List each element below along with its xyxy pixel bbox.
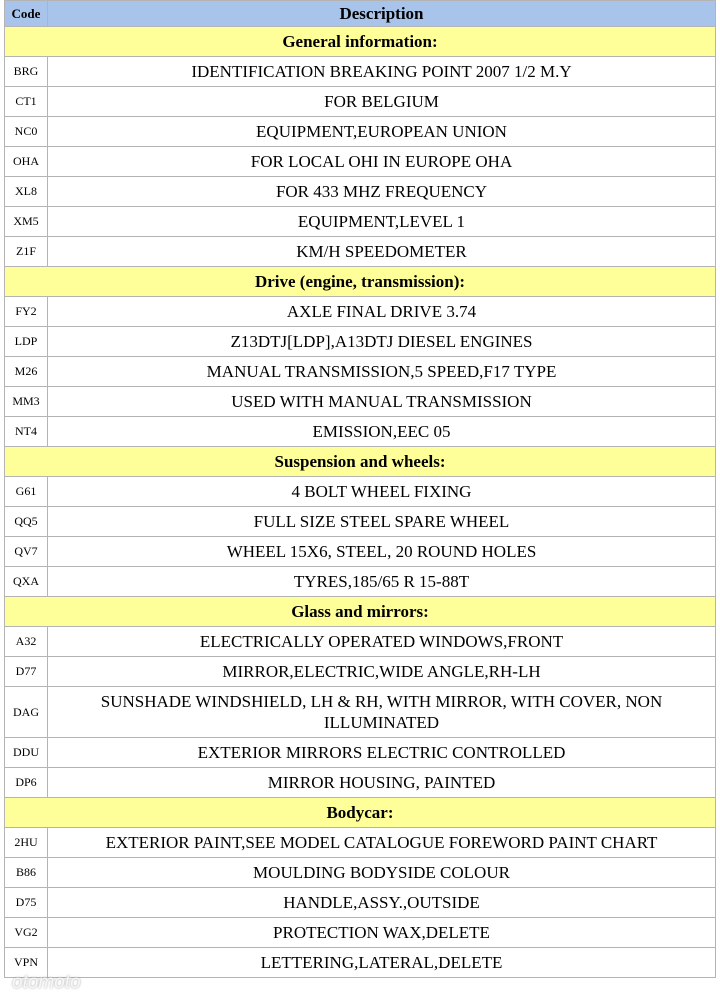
option-description: PROTECTION WAX,DELETE — [48, 918, 716, 948]
option-code: QV7 — [5, 537, 48, 567]
option-description: EXTERIOR PAINT,SEE MODEL CATALOGUE FOREWORD PAINT CHART — [48, 828, 716, 858]
table-row — [5, 177, 716, 207]
option-description: FOR BELGIUM — [48, 87, 716, 117]
option-code: XM5 — [5, 207, 48, 237]
option-code: LDP — [5, 327, 48, 357]
option-code: Z1F — [5, 237, 48, 267]
option-code: OHA — [5, 147, 48, 177]
option-code: VG2 — [5, 918, 48, 948]
section-header-glass — [5, 597, 716, 627]
table-row — [5, 657, 716, 687]
option-code: DP6 — [5, 768, 48, 798]
option-code: A32 — [5, 627, 48, 657]
section-title: Drive (engine, transmission): — [5, 267, 716, 297]
code-column-header: Code — [5, 1, 48, 27]
table-row — [5, 357, 716, 387]
watermark-logo: otomoto — [12, 972, 81, 993]
table-row — [5, 477, 716, 507]
option-description: WHEEL 15X6, STEEL, 20 ROUND HOLES — [48, 537, 716, 567]
option-code: QQ5 — [5, 507, 48, 537]
option-description: SUNSHADE WINDSHIELD, LH & RH, WITH MIRROR, WITH COVER, NON ILLUMINATED — [48, 687, 716, 738]
table-row — [5, 858, 716, 888]
table-row — [5, 828, 716, 858]
table-row — [5, 327, 716, 357]
section-title: Bodycar: — [5, 798, 716, 828]
table-row — [5, 117, 716, 147]
option-description: FOR 433 MHZ FREQUENCY — [48, 177, 716, 207]
option-code: NC0 — [5, 117, 48, 147]
option-description: FULL SIZE STEEL SPARE WHEEL — [48, 507, 716, 537]
option-code: DDU — [5, 738, 48, 768]
option-description: MANUAL TRANSMISSION,5 SPEED,F17 TYPE — [48, 357, 716, 387]
option-code: XL8 — [5, 177, 48, 207]
option-description: MOULDING BODYSIDE COLOUR — [48, 858, 716, 888]
option-code: MM3 — [5, 387, 48, 417]
description-column-header: Description — [48, 1, 716, 27]
option-code: DAG — [5, 687, 48, 738]
equipment-codes-table — [4, 0, 716, 978]
table-row — [5, 207, 716, 237]
table-row — [5, 237, 716, 267]
table-header-row — [5, 1, 716, 27]
table-row — [5, 918, 716, 948]
option-code: CT1 — [5, 87, 48, 117]
option-code: 2HU — [5, 828, 48, 858]
section-header-drive — [5, 267, 716, 297]
table-row — [5, 87, 716, 117]
section-title: General information: — [5, 27, 716, 57]
option-description: KM/H SPEEDOMETER — [48, 237, 716, 267]
option-description: TYRES,185/65 R 15-88T — [48, 567, 716, 597]
table-row — [5, 738, 716, 768]
option-code: BRG — [5, 57, 48, 87]
table-row — [5, 687, 716, 738]
option-description: MIRROR,ELECTRIC,WIDE ANGLE,RH-LH — [48, 657, 716, 687]
section-title: Suspension and wheels: — [5, 447, 716, 477]
option-description: AXLE FINAL DRIVE 3.74 — [48, 297, 716, 327]
option-description: LETTERING,LATERAL,DELETE — [48, 948, 716, 978]
option-code: B86 — [5, 858, 48, 888]
option-description: EQUIPMENT,EUROPEAN UNION — [48, 117, 716, 147]
table-row — [5, 768, 716, 798]
table-row — [5, 627, 716, 657]
table-row — [5, 888, 716, 918]
table-row — [5, 567, 716, 597]
option-description: HANDLE,ASSY.,OUTSIDE — [48, 888, 716, 918]
section-header-general — [5, 27, 716, 57]
option-code: D75 — [5, 888, 48, 918]
table-row — [5, 537, 716, 567]
option-description: Z13DTJ[LDP],A13DTJ DIESEL ENGINES — [48, 327, 716, 357]
option-code: FY2 — [5, 297, 48, 327]
table-row — [5, 417, 716, 447]
option-description: EMISSION,EEC 05 — [48, 417, 716, 447]
section-title: Glass and mirrors: — [5, 597, 716, 627]
table-row — [5, 147, 716, 177]
option-description: 4 BOLT WHEEL FIXING — [48, 477, 716, 507]
option-description: IDENTIFICATION BREAKING POINT 2007 1/2 M.Y — [48, 57, 716, 87]
table-row — [5, 297, 716, 327]
option-description: ELECTRICALLY OPERATED WINDOWS,FRONT — [48, 627, 716, 657]
table-row — [5, 57, 716, 87]
section-header-suspension — [5, 447, 716, 477]
table-row — [5, 387, 716, 417]
option-description: MIRROR HOUSING, PAINTED — [48, 768, 716, 798]
option-description: FOR LOCAL OHI IN EUROPE OHA — [48, 147, 716, 177]
option-code: NT4 — [5, 417, 48, 447]
option-description: EXTERIOR MIRRORS ELECTRIC CONTROLLED — [48, 738, 716, 768]
option-description: USED WITH MANUAL TRANSMISSION — [48, 387, 716, 417]
option-code: VPN — [5, 948, 48, 978]
option-code: M26 — [5, 357, 48, 387]
option-code: G61 — [5, 477, 48, 507]
option-description: EQUIPMENT,LEVEL 1 — [48, 207, 716, 237]
option-code: D77 — [5, 657, 48, 687]
section-header-bodycar — [5, 798, 716, 828]
option-code: QXA — [5, 567, 48, 597]
table-row — [5, 948, 716, 978]
table-row — [5, 507, 716, 537]
